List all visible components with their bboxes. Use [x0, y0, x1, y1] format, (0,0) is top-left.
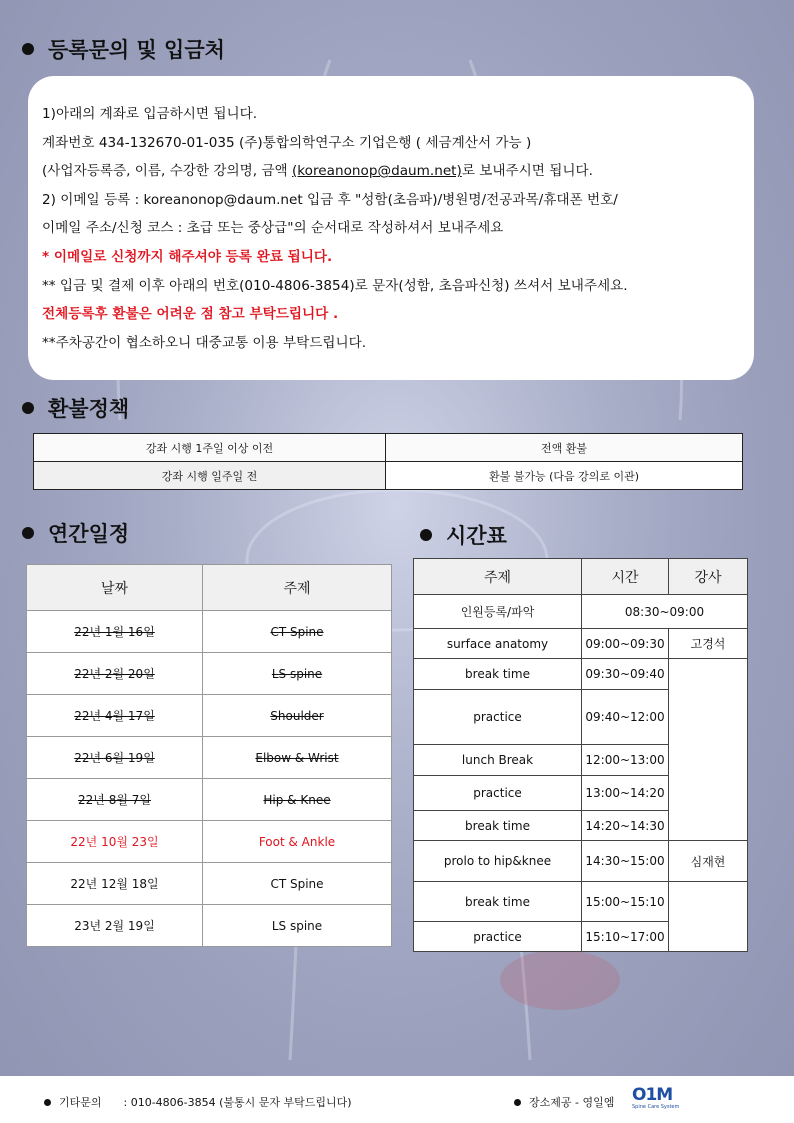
- table-row: [414, 629, 748, 659]
- date-cell: 22년 6월 19일: [27, 737, 203, 779]
- topic-cell: surface anatomy: [414, 629, 582, 659]
- topic-cell: Foot & Ankle: [203, 821, 392, 863]
- date-cell: 22년 8월 7일: [27, 779, 203, 821]
- topic-cell: practice: [414, 690, 582, 745]
- time-cell: 08:30~09:00: [582, 595, 748, 629]
- table-row: [27, 611, 392, 653]
- notice-line-3-pre: (사업자등록증, 이름, 수강한 강의명, 금액: [42, 163, 292, 180]
- table-row: [34, 462, 743, 490]
- time-cell: 14:20~14:30: [582, 811, 669, 841]
- time-cell: 15:00~15:10: [582, 882, 669, 922]
- table-row: [414, 841, 748, 882]
- schedule-title-text: 시간표: [446, 524, 507, 548]
- column-header-date: 날짜: [27, 565, 203, 611]
- table-row: [27, 863, 392, 905]
- lecturer-cell-empty: [669, 659, 748, 841]
- table-row: [27, 779, 392, 821]
- annual-schedule-table: [26, 564, 392, 947]
- lecturer-cell: 고경석: [669, 629, 748, 659]
- notice-line-2: 계좌번호 434-132670-01-035 (주)통합의학연구소 기업은행 ( 세금계산서 가능 ): [42, 134, 532, 151]
- topic-cell: LS spine: [203, 653, 392, 695]
- time-cell: 09:00~09:30: [582, 629, 669, 659]
- table-row: [414, 595, 748, 629]
- date-cell: 22년 12월 18일: [27, 863, 203, 905]
- time-cell: 12:00~13:00: [582, 745, 669, 776]
- notice-line-8: 전체등록후 환불은 어려운 점 참고 부탁드립니다 .: [42, 306, 339, 323]
- time-cell: 09:40~12:00: [582, 690, 669, 745]
- footer-contact-label: 기타문의: [59, 1096, 102, 1109]
- footer-venue: [514, 1094, 614, 1110]
- date-cell: 22년 10월 23일: [27, 821, 203, 863]
- time-cell: 13:00~14:20: [582, 776, 669, 811]
- refund-policy-table: [33, 433, 743, 490]
- notice-line-3-post: 로 보내주시면 됩니다.: [461, 163, 593, 180]
- table-row: [27, 821, 392, 863]
- topic-cell: practice: [414, 922, 582, 952]
- table-row: [27, 695, 392, 737]
- column-header-lecturer: 강사: [669, 559, 748, 595]
- refund-policy-cell: 환불 불가능 (다음 강의로 이관): [386, 462, 743, 490]
- date-cell: 22년 1월 16일: [27, 611, 203, 653]
- column-header-topic: 주제: [414, 559, 582, 595]
- topic-cell: lunch Break: [414, 745, 582, 776]
- notice-line-6: * 이메일로 신청까지 해주셔야 등록 완료 됩니다.: [42, 248, 333, 265]
- topic-cell: Hip & Knee: [203, 779, 392, 821]
- table-row: [27, 653, 392, 695]
- column-header-time: 시간: [582, 559, 669, 595]
- date-cell: 22년 4월 17일: [27, 695, 203, 737]
- inquiry-title-text: 등록문의 및 입금처: [48, 38, 225, 62]
- timetable: [413, 558, 748, 952]
- table-row: [27, 905, 392, 947]
- topic-cell: CT Spine: [203, 863, 392, 905]
- refund-policy-cell: 전액 환불: [386, 434, 743, 462]
- topic-cell: CT Spine: [203, 611, 392, 653]
- lecturer-cell: 심재현: [669, 841, 748, 882]
- topic-cell: Shoulder: [203, 695, 392, 737]
- time-cell: 15:10~17:00: [582, 922, 669, 952]
- notice-line-7: ** 입금 및 결제 이후 아래의 번호(010-4806-3854)로 문자(성함, 초음파신청) 쓰셔서 보내주세요.: [42, 277, 628, 294]
- refund-condition-cell: 강좌 시행 1주일 이상 이전: [34, 434, 386, 462]
- footer-bar: [0, 1076, 794, 1123]
- table-header-row: [414, 559, 748, 595]
- bullet-icon: [514, 1099, 521, 1106]
- date-cell: 23년 2월 19일: [27, 905, 203, 947]
- o1m-logo: [632, 1086, 680, 1114]
- bullet-icon: [22, 43, 34, 55]
- footer-contact-value: : 010-4806-3854 (불통시 문자 부탁드립니다): [123, 1096, 352, 1109]
- table-row: [27, 737, 392, 779]
- lecturer-cell-empty: [669, 882, 748, 952]
- notice-line-9: **주차공간이 협소하오니 대중교통 이용 부탁드립니다.: [42, 334, 367, 351]
- schedule-section-title: [420, 520, 507, 550]
- footer-venue-text: 장소제공 - 영일엠: [529, 1096, 615, 1109]
- annual-section-title: [22, 518, 129, 548]
- logo-subtext: Spine Care System: [632, 1104, 680, 1110]
- topic-cell: break time: [414, 811, 582, 841]
- payment-notice-box: [28, 76, 754, 380]
- topic-cell: practice: [414, 776, 582, 811]
- notice-line-1: 1)아래의 계좌로 입금하시면 됩니다.: [42, 106, 258, 122]
- refund-condition-cell: 강좌 시행 일주일 전: [34, 462, 386, 490]
- bullet-icon: [44, 1099, 51, 1106]
- topic-cell: break time: [414, 659, 582, 690]
- notice-line-5: 이메일 주소/신청 코스 : 초급 또는 중상급"의 순서대로 작성하셔서 보내주세요: [42, 220, 504, 237]
- inquiry-section-title: [22, 34, 225, 64]
- bullet-icon: [22, 402, 34, 414]
- bullet-icon: [22, 527, 34, 539]
- table-row: [414, 882, 748, 922]
- logo-mark: O1M: [632, 1085, 673, 1105]
- table-row: [34, 434, 743, 462]
- topic-cell: 인원등록/파악: [414, 595, 582, 629]
- date-cell: 22년 2월 20일: [27, 653, 203, 695]
- column-header-topic: 주제: [203, 565, 392, 611]
- bullet-icon: [420, 529, 432, 541]
- notice-email-link[interactable]: (koreanonop@daum.net): [291, 163, 462, 180]
- time-cell: 14:30~15:00: [582, 841, 669, 882]
- topic-cell: LS spine: [203, 905, 392, 947]
- topic-cell: break time: [414, 882, 582, 922]
- notice-line-3: [42, 157, 744, 186]
- refund-title-text: 환불정책: [48, 397, 130, 421]
- table-row: [414, 659, 748, 690]
- time-cell: 09:30~09:40: [582, 659, 669, 690]
- table-header-row: [27, 565, 392, 611]
- refund-section-title: [22, 393, 129, 423]
- topic-cell: Elbow & Wrist: [203, 737, 392, 779]
- annual-title-text: 연간일정: [48, 522, 130, 546]
- topic-cell: prolo to hip&knee: [414, 841, 582, 882]
- notice-line-4: 2) 이메일 등록 : koreanonop@daum.net 입금 후 "성함(초음파)/병원명/전공과목/휴대폰 번호/: [42, 191, 618, 208]
- footer-contact: [44, 1094, 352, 1110]
